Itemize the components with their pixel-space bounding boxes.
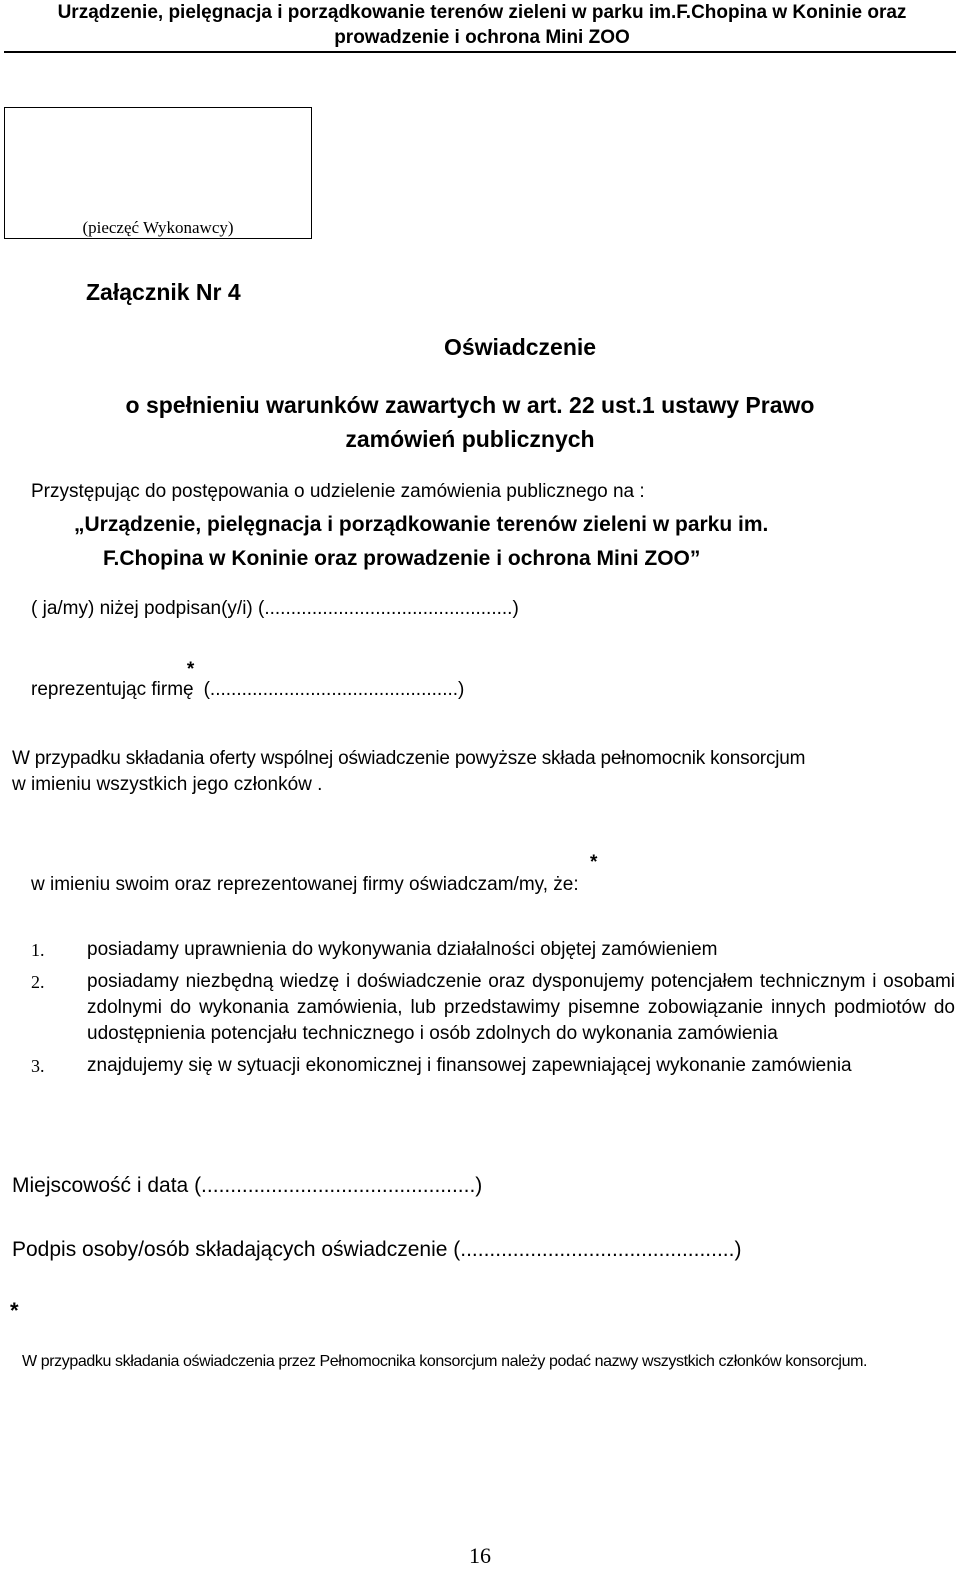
document-header (12, 0, 952, 50)
list-item (31, 969, 955, 1047)
consortium-note (12, 746, 958, 798)
list-item-number: 1. (31, 940, 45, 960)
list-item (31, 937, 955, 963)
procurement-name (74, 508, 894, 576)
document-title: Oświadczenie (443, 334, 597, 360)
document-subtitle (100, 388, 840, 456)
list-item-number: 3. (31, 1056, 45, 1076)
list-item (31, 1053, 955, 1079)
header-line-1: Urządzenie, pielęgnacja i porządkowanie terenów zieleni w parku im.F.Chopina w Koninie oraz (57, 2, 907, 23)
footnote-text: W przypadku składania oświadczenia przez Pełnomocnika konsorcjum należy podać nazwy wszystkich członków konsorcjum. (22, 1353, 868, 1370)
header-line-2: prowadzenie i ochrona Mini ZOO (334, 27, 630, 48)
subtitle-line-1: o spełnieniu warunków zawartych w art. 22 ust.1 ustawy Prawo (125, 392, 815, 418)
consortium-line-1: W przypadku składania oferty wspólnej oświadczenie powyższe składa pełnomocnik konsorcjum (12, 748, 806, 769)
page-number: 16 (469, 1543, 491, 1568)
representing-asterisk: * (186, 659, 195, 680)
representing-blank: (...............................................) (203, 679, 465, 700)
header-rule (4, 51, 956, 53)
annex-number: Załącznik Nr 4 (86, 279, 241, 305)
place-date-line: Miejscowość i data (...............................................) (12, 1174, 483, 1197)
list-item-number: 2. (31, 972, 45, 992)
list-item-text: posiadamy uprawnienia do wykonywania działalności objętej zamówieniem (87, 939, 718, 960)
declaration-line (31, 852, 598, 896)
signature-line: Podpis osoby/osób składających oświadczenie (...............................................) (12, 1238, 742, 1261)
representing-line (31, 659, 465, 701)
signatory-line: ( ja/my) niżej podpisan(y/i) (...............................................) (31, 598, 519, 619)
declaration-asterisk: * (589, 852, 598, 873)
procurement-line-2: F.Chopina w Koninie oraz prowadzenie i ochrona Mini ZOO” (103, 547, 701, 570)
declaration-list (31, 937, 955, 1085)
consortium-line-2: w imieniu wszystkich jego członków . (12, 774, 323, 795)
stamp-label: (pieczęć Wykonawcy) (82, 218, 234, 237)
representing-label: reprezentując firmę (31, 679, 194, 700)
intro-text: Przystępując do postępowania o udzielenie zamówienia publicznego na : (31, 481, 645, 502)
contractor-stamp-box (4, 107, 312, 239)
subtitle-line-2: zamówień publicznych (345, 426, 595, 452)
list-item-text: posiadamy niezbędną wiedzę i doświadczenie oraz dysponujemy potencjałem technicznym i osobami zdolnymi do wykonania zamówienia, lub przedstawimy pisemne zobowiązanie innych podmiotów do udostępnienia potencjału technicznego i osób zdolnych do wykonania zamówienia (87, 971, 955, 1044)
declaration-text: w imieniu swoim oraz reprezentowanej firmy oświadczam/my, że: (31, 874, 579, 895)
footnote-asterisk: * (10, 1298, 19, 1323)
list-item-text: znajdujemy się w sytuacji ekonomicznej i finansowej zapewniającej wykonanie zamówienia (87, 1055, 852, 1076)
procurement-line-1: „Urządzenie, pielęgnacja i porządkowanie terenów zieleni w parku im. (74, 513, 769, 536)
